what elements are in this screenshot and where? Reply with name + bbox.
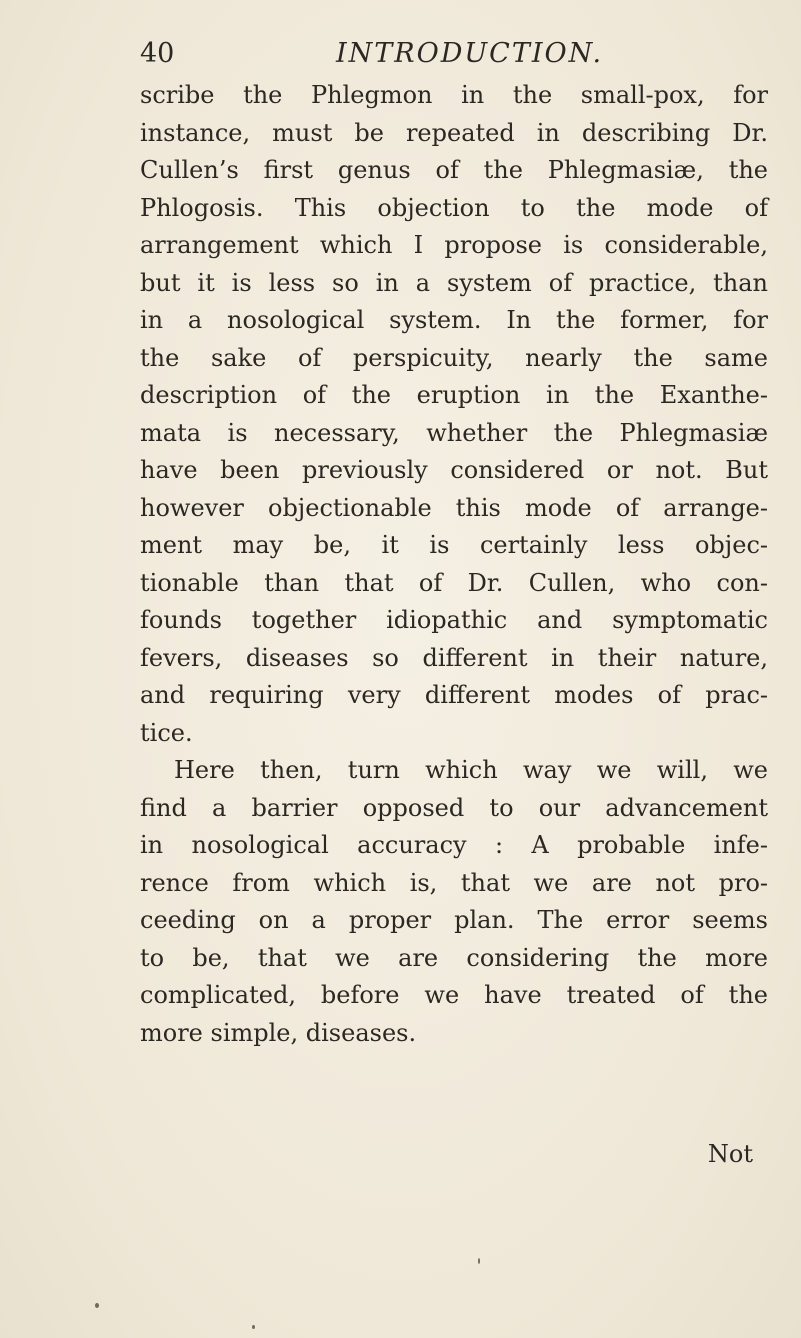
text-line: have been previously considered or not. But xyxy=(140,456,768,484)
text-line: tice. xyxy=(140,718,193,747)
text-line: instance, must be repeated in describing Dr. xyxy=(140,118,768,147)
ink-speck xyxy=(95,1303,99,1308)
text-line: fevers, diseases so different in their nature, xyxy=(140,643,768,672)
text-line: description of the eruption in the Exanthe- xyxy=(140,381,768,409)
text-line: scribe the Phlegmon in the small-pox, for xyxy=(140,81,768,109)
text-line: ment may be, it is certainly less objec- xyxy=(140,531,768,559)
text-line: ceeding on a proper plan. The error seems xyxy=(140,906,768,934)
running-title: INTRODUCTION. xyxy=(336,38,604,69)
ink-speck xyxy=(478,1258,480,1264)
catchword: Not xyxy=(707,1140,753,1168)
text-line: mata is necessary, whether the Phlegmasiæ xyxy=(140,418,768,447)
text-line: founds together idiopathic and symptomatic xyxy=(140,606,768,634)
body-text xyxy=(140,77,768,1052)
text-line: in nosological accuracy : A probable infe- xyxy=(140,831,768,859)
text-line: arrangement which I propose is considerable, xyxy=(140,231,768,259)
text-line: to be, that we are considering the more xyxy=(140,943,768,972)
text-line: find a barrier opposed to our advancement xyxy=(140,793,768,822)
text-line: and requiring very different modes of prac- xyxy=(140,681,768,709)
text-line: Cullen’s first genus of the Phlegmasiæ, the xyxy=(140,156,768,184)
page-header xyxy=(140,34,765,74)
text-line: but it is less so in a system of practice, than xyxy=(140,268,768,297)
text-line: the sake of perspicuity, nearly the same xyxy=(140,343,768,372)
ink-speck xyxy=(252,1325,255,1329)
text-line: tionable than that of Dr. Cullen, who con- xyxy=(140,568,768,597)
page-number: 40 xyxy=(140,38,175,69)
text-line: complicated, before we have treated of the xyxy=(140,981,768,1009)
text-line: Here then, turn which way we will, we xyxy=(174,756,768,784)
text-line: rence from which is, that we are not pro- xyxy=(140,868,768,897)
text-line: in a nosological system. In the former, for xyxy=(140,306,768,334)
text-line: however objectionable this mode of arrange- xyxy=(140,493,768,522)
text-line: Phlogosis. This objection to the mode of xyxy=(140,193,768,222)
text-line: more simple, diseases. xyxy=(140,1018,417,1047)
